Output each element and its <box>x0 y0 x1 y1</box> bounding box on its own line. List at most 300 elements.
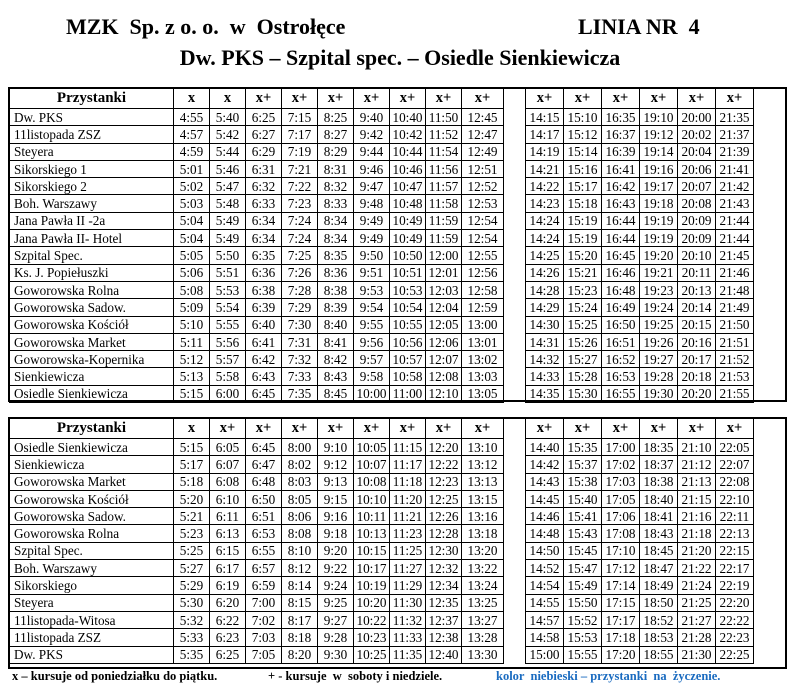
departure-time: 13:24 <box>462 577 504 594</box>
table-row <box>10 316 754 333</box>
departure-time: 13:02 <box>462 351 504 368</box>
departure-time: 10:54 <box>390 299 426 316</box>
departure-time: 8:20 <box>282 646 318 663</box>
departure-time: 14:30 <box>526 316 564 333</box>
departure-time: 11:54 <box>426 143 462 160</box>
column-gap <box>504 611 526 628</box>
departure-time: 12:32 <box>426 560 462 577</box>
course-header: x+ <box>462 89 504 109</box>
course-header: x+ <box>640 89 678 109</box>
departure-time: 7:32 <box>282 351 318 368</box>
departure-time: 14:24 <box>526 212 564 229</box>
departure-time: 9:54 <box>354 299 390 316</box>
departure-time: 12:28 <box>426 525 462 542</box>
departure-time: 7:05 <box>246 646 282 663</box>
table-row <box>10 281 754 298</box>
departure-time: 11:59 <box>426 230 462 247</box>
departure-time: 17:02 <box>602 456 640 473</box>
departure-time: 19:23 <box>640 281 678 298</box>
departure-time: 15:26 <box>564 333 602 350</box>
departure-time: 20:08 <box>678 195 716 212</box>
departure-time: 5:58 <box>210 368 246 385</box>
departure-time: 5:05 <box>174 247 210 264</box>
departure-time: 12:10 <box>426 385 462 402</box>
departure-time: 6:47 <box>246 456 282 473</box>
departure-time: 6:34 <box>246 212 282 229</box>
departure-time: 10:55 <box>390 316 426 333</box>
departure-time: 22:07 <box>716 456 754 473</box>
departure-time: 12:07 <box>426 351 462 368</box>
table-row <box>10 230 754 247</box>
departure-time: 11:30 <box>390 594 426 611</box>
departure-time: 21:41 <box>716 160 754 177</box>
stop-name: Boh. Warszawy <box>10 560 174 577</box>
table-row <box>10 646 754 663</box>
course-header: x+ <box>318 419 354 439</box>
departure-time: 17:18 <box>602 629 640 646</box>
departure-time: 20:09 <box>678 212 716 229</box>
departure-time: 21:10 <box>678 439 716 456</box>
departure-time: 22:23 <box>716 629 754 646</box>
column-gap <box>504 178 526 195</box>
stop-name: Sikorskiego 2 <box>10 178 174 195</box>
departure-time: 14:35 <box>526 385 564 402</box>
departure-time: 10:58 <box>390 368 426 385</box>
departure-time: 13:22 <box>462 560 504 577</box>
departure-time: 13:01 <box>462 333 504 350</box>
departure-time: 13:18 <box>462 525 504 542</box>
departure-time: 17:15 <box>602 594 640 611</box>
departure-time: 6:25 <box>210 646 246 663</box>
departure-time: 18:41 <box>640 508 678 525</box>
departure-time: 5:06 <box>174 264 210 281</box>
stop-name: Goworowska Rolna <box>10 525 174 542</box>
column-gap <box>504 247 526 264</box>
departure-time: 19:30 <box>640 385 678 402</box>
departure-time: 15:17 <box>564 178 602 195</box>
departure-time: 22:08 <box>716 473 754 490</box>
departure-time: 21:22 <box>678 560 716 577</box>
departure-time: 5:35 <box>174 646 210 663</box>
departure-time: 12:47 <box>462 126 504 143</box>
departure-time: 21:42 <box>716 178 754 195</box>
column-gap <box>504 299 526 316</box>
departure-time: 6:59 <box>246 577 282 594</box>
course-header: x+ <box>602 89 640 109</box>
departure-time: 18:55 <box>640 646 678 663</box>
timetable-outbound <box>9 88 754 403</box>
departure-time: 6:41 <box>246 333 282 350</box>
column-gap <box>504 230 526 247</box>
departure-time: 22:17 <box>716 560 754 577</box>
departure-time: 14:19 <box>526 143 564 160</box>
departure-time: 8:03 <box>282 473 318 490</box>
course-header: x+ <box>716 419 754 439</box>
departure-time: 14:28 <box>526 281 564 298</box>
departure-time: 12:00 <box>426 247 462 264</box>
course-header: x+ <box>210 419 246 439</box>
departure-time: 10:10 <box>354 490 390 507</box>
departure-time: 6:40 <box>246 316 282 333</box>
column-gap <box>504 160 526 177</box>
departure-time: 21:18 <box>678 525 716 542</box>
departure-time: 14:32 <box>526 351 564 368</box>
departure-time: 8:33 <box>318 195 354 212</box>
course-header: x <box>174 419 210 439</box>
departure-time: 7:03 <box>246 629 282 646</box>
departure-time: 10:07 <box>354 456 390 473</box>
departure-time: 13:28 <box>462 629 504 646</box>
departure-time: 12:54 <box>462 230 504 247</box>
departure-time: 9:13 <box>318 473 354 490</box>
departure-time: 6:23 <box>210 629 246 646</box>
departure-time: 15:23 <box>564 281 602 298</box>
departure-time: 14:21 <box>526 160 564 177</box>
stop-name: Goworowska Sadow. <box>10 508 174 525</box>
header-row <box>10 89 754 109</box>
departure-time: 7:17 <box>282 126 318 143</box>
departure-time: 14:23 <box>526 195 564 212</box>
departure-time: 5:56 <box>210 333 246 350</box>
departure-time: 7:24 <box>282 230 318 247</box>
departure-time: 17:06 <box>602 508 640 525</box>
departure-time: 6:19 <box>210 577 246 594</box>
departure-time: 12:08 <box>426 368 462 385</box>
departure-time: 20:02 <box>678 126 716 143</box>
departure-time: 11:32 <box>390 611 426 628</box>
course-header: x+ <box>354 89 390 109</box>
stop-name: 11listopada-Witosa <box>10 611 174 628</box>
departure-time: 12:04 <box>426 299 462 316</box>
departure-time: 12:03 <box>426 281 462 298</box>
departure-time: 22:13 <box>716 525 754 542</box>
departure-time: 15:14 <box>564 143 602 160</box>
departure-time: 8:27 <box>318 126 354 143</box>
departure-time: 20:00 <box>678 109 716 126</box>
departure-time: 8:34 <box>318 230 354 247</box>
course-header: x <box>210 89 246 109</box>
table-row <box>10 594 754 611</box>
departure-time: 5:12 <box>174 351 210 368</box>
departure-time: 11:59 <box>426 212 462 229</box>
departure-time: 10:20 <box>354 594 390 611</box>
line-number: LINIA NR 4 <box>578 14 700 39</box>
column-gap <box>504 508 526 525</box>
departure-time: 16:42 <box>602 178 640 195</box>
departure-time: 16:53 <box>602 368 640 385</box>
departure-time: 8:40 <box>318 316 354 333</box>
departure-time: 15:35 <box>564 439 602 456</box>
departure-time: 13:16 <box>462 508 504 525</box>
table-row <box>10 195 754 212</box>
departure-time: 10:23 <box>354 629 390 646</box>
departure-time: 6:45 <box>246 385 282 402</box>
course-header: x+ <box>246 419 282 439</box>
departure-time: 7:26 <box>282 264 318 281</box>
departure-time: 13:10 <box>462 439 504 456</box>
route-title: Dw. PKS – Szpital spec. – Osiedle Sienkiewicza <box>179 45 621 70</box>
departure-time: 11:15 <box>390 439 426 456</box>
departure-time: 8:10 <box>282 542 318 559</box>
departure-time: 12:59 <box>462 299 504 316</box>
departure-time: 8:18 <box>282 629 318 646</box>
column-gap <box>504 473 526 490</box>
departure-time: 12:30 <box>426 542 462 559</box>
departure-time: 8:12 <box>282 560 318 577</box>
departure-time: 7:21 <box>282 160 318 177</box>
column-gap <box>504 351 526 368</box>
departure-time: 20:11 <box>678 264 716 281</box>
departure-time: 11:56 <box>426 160 462 177</box>
stop-name: Sienkiewicza <box>10 368 174 385</box>
course-header: x+ <box>282 89 318 109</box>
table-row <box>10 629 754 646</box>
departure-time: 21:45 <box>716 247 754 264</box>
departure-time: 6:57 <box>246 560 282 577</box>
stop-name: Osiedle Sienkiewicza <box>10 439 174 456</box>
column-gap <box>504 316 526 333</box>
departure-time: 17:08 <box>602 525 640 542</box>
departure-time: 15:18 <box>564 195 602 212</box>
legend-weekdays: x – kursuje od poniedziałku do piątku. <box>12 669 218 683</box>
departure-time: 15:24 <box>564 299 602 316</box>
departure-time: 7:23 <box>282 195 318 212</box>
departure-time: 7:25 <box>282 247 318 264</box>
departure-time: 14:17 <box>526 126 564 143</box>
departure-time: 19:14 <box>640 143 678 160</box>
departure-time: 7:35 <box>282 385 318 402</box>
course-header: x <box>174 89 210 109</box>
departure-time: 5:33 <box>174 629 210 646</box>
course-header: x+ <box>678 89 716 109</box>
course-header: x+ <box>390 419 426 439</box>
departure-time: 6:17 <box>210 560 246 577</box>
departure-time: 21:44 <box>716 212 754 229</box>
departure-time: 6:10 <box>210 490 246 507</box>
departure-time: 8:06 <box>282 508 318 525</box>
departure-time: 18:45 <box>640 542 678 559</box>
departure-time: 7:29 <box>282 299 318 316</box>
departure-time: 11:18 <box>390 473 426 490</box>
stop-name: Goworowska Kościół <box>10 490 174 507</box>
departure-time: 9:10 <box>318 439 354 456</box>
departure-time: 5:08 <box>174 281 210 298</box>
departure-time: 18:43 <box>640 525 678 542</box>
departure-time: 6:00 <box>210 385 246 402</box>
column-gap <box>504 577 526 594</box>
column-gap <box>504 629 526 646</box>
departure-time: 5:49 <box>210 212 246 229</box>
departure-time: 9:27 <box>318 611 354 628</box>
departure-time: 16:55 <box>602 385 640 402</box>
departure-time: 5:55 <box>210 316 246 333</box>
stop-name: Steyera <box>10 594 174 611</box>
departure-time: 14:25 <box>526 247 564 264</box>
column-gap <box>504 281 526 298</box>
departure-time: 6:11 <box>210 508 246 525</box>
departure-time: 4:59 <box>174 143 210 160</box>
stop-name: Sienkiewicza <box>10 456 174 473</box>
stop-name: Jana Pawła II- Hotel <box>10 230 174 247</box>
departure-time: 14:29 <box>526 299 564 316</box>
departure-time: 20:04 <box>678 143 716 160</box>
departure-time: 20:06 <box>678 160 716 177</box>
departure-time: 18:47 <box>640 560 678 577</box>
departure-time: 10:11 <box>354 508 390 525</box>
stop-name: 11listopada ZSZ <box>10 629 174 646</box>
timetable-return <box>9 418 754 664</box>
departure-time: 15:47 <box>564 560 602 577</box>
course-header: x+ <box>526 419 564 439</box>
departure-time: 17:17 <box>602 611 640 628</box>
departure-time: 22:11 <box>716 508 754 525</box>
departure-time: 9:40 <box>354 109 390 126</box>
departure-time: 21:25 <box>678 594 716 611</box>
departure-time: 15:19 <box>564 212 602 229</box>
departure-time: 14:58 <box>526 629 564 646</box>
departure-time: 16:46 <box>602 264 640 281</box>
stops-column-header: Przystanki <box>10 89 174 109</box>
departure-time: 15:12 <box>564 126 602 143</box>
departure-time: 9:53 <box>354 281 390 298</box>
departure-time: 6:43 <box>246 368 282 385</box>
departure-time: 13:27 <box>462 611 504 628</box>
table-row <box>10 126 754 143</box>
departure-time: 21:27 <box>678 611 716 628</box>
departure-time: 14:15 <box>526 109 564 126</box>
column-gap <box>504 212 526 229</box>
departure-time: 5:44 <box>210 143 246 160</box>
departure-time: 5:47 <box>210 178 246 195</box>
table-row <box>10 525 754 542</box>
departure-time: 5:53 <box>210 281 246 298</box>
departure-time: 10:44 <box>390 143 426 160</box>
departure-time: 14:24 <box>526 230 564 247</box>
departure-time: 15:52 <box>564 611 602 628</box>
departure-time: 9:30 <box>318 646 354 663</box>
table-row <box>10 473 754 490</box>
stop-name: Goworowska Sadow. <box>10 299 174 316</box>
departure-time: 19:19 <box>640 230 678 247</box>
departure-time: 8:15 <box>282 594 318 611</box>
departure-time: 13:12 <box>462 456 504 473</box>
table-row <box>10 212 754 229</box>
departure-time: 16:35 <box>602 109 640 126</box>
departure-time: 21:51 <box>716 333 754 350</box>
stop-name: Sikorskiego 1 <box>10 160 174 177</box>
departure-time: 8:45 <box>318 385 354 402</box>
departure-time: 8:29 <box>318 143 354 160</box>
course-header: x+ <box>390 89 426 109</box>
departure-time: 13:05 <box>462 385 504 402</box>
departure-time: 14:46 <box>526 508 564 525</box>
departure-time: 10:42 <box>390 126 426 143</box>
departure-time: 19:24 <box>640 299 678 316</box>
departure-time: 22:19 <box>716 577 754 594</box>
departure-time: 9:50 <box>354 247 390 264</box>
departure-time: 15:30 <box>564 385 602 402</box>
departure-time: 15:41 <box>564 508 602 525</box>
departure-time: 5:27 <box>174 560 210 577</box>
column-gap <box>504 368 526 385</box>
course-header: x+ <box>318 89 354 109</box>
departure-time: 15:28 <box>564 368 602 385</box>
departure-time: 10:17 <box>354 560 390 577</box>
departure-time: 6:51 <box>246 508 282 525</box>
departure-time: 11:23 <box>390 525 426 542</box>
departure-time: 9:49 <box>354 212 390 229</box>
departure-time: 19:12 <box>640 126 678 143</box>
departure-time: 6:29 <box>246 143 282 160</box>
departure-time: 5:23 <box>174 525 210 542</box>
departure-time: 10:49 <box>390 230 426 247</box>
departure-time: 13:13 <box>462 473 504 490</box>
departure-time: 11:52 <box>426 126 462 143</box>
departure-time: 6:48 <box>246 473 282 490</box>
departure-time: 17:00 <box>602 439 640 456</box>
stop-name: 11listopada ZSZ <box>10 126 174 143</box>
departure-time: 6:32 <box>246 178 282 195</box>
departure-time: 18:37 <box>640 456 678 473</box>
departure-time: 4:57 <box>174 126 210 143</box>
departure-time: 9:55 <box>354 316 390 333</box>
departure-time: 12:58 <box>462 281 504 298</box>
departure-time: 5:40 <box>210 109 246 126</box>
table-row <box>10 508 754 525</box>
departure-time: 21:28 <box>678 629 716 646</box>
stop-name: Sikorskiego <box>10 577 174 594</box>
departure-time: 9:28 <box>318 629 354 646</box>
table-row <box>10 143 754 160</box>
departure-time: 10:25 <box>354 646 390 663</box>
departure-time: 5:29 <box>174 577 210 594</box>
departure-time: 5:18 <box>174 473 210 490</box>
stop-name: Osiedle Sienkiewicza <box>10 385 174 402</box>
departure-time: 15:10 <box>564 109 602 126</box>
column-gap <box>504 419 526 439</box>
departure-time: 5:54 <box>210 299 246 316</box>
departure-time: 19:16 <box>640 160 678 177</box>
departure-time: 12:54 <box>462 212 504 229</box>
header-row <box>10 419 754 439</box>
departure-time: 17:20 <box>602 646 640 663</box>
departure-time: 8:31 <box>318 160 354 177</box>
stop-name: Goworowska Market <box>10 473 174 490</box>
departure-time: 7:28 <box>282 281 318 298</box>
departure-time: 5:48 <box>210 195 246 212</box>
departure-time: 15:53 <box>564 629 602 646</box>
departure-time: 15:27 <box>564 351 602 368</box>
departure-time: 12:38 <box>426 629 462 646</box>
departure-time: 15:43 <box>564 525 602 542</box>
table-row <box>10 456 754 473</box>
departure-time: 14:42 <box>526 456 564 473</box>
stop-name: Dw. PKS <box>10 646 174 663</box>
departure-time: 12:37 <box>426 611 462 628</box>
departure-time: 12:05 <box>426 316 462 333</box>
departure-time: 6:45 <box>246 439 282 456</box>
departure-time: 5:57 <box>210 351 246 368</box>
departure-time: 8:43 <box>318 368 354 385</box>
course-header: x+ <box>678 419 716 439</box>
departure-time: 11:35 <box>390 646 426 663</box>
departure-time: 9:49 <box>354 230 390 247</box>
departure-time: 5:02 <box>174 178 210 195</box>
departure-time: 14:45 <box>526 490 564 507</box>
departure-time: 6:08 <box>210 473 246 490</box>
departure-time: 16:39 <box>602 143 640 160</box>
departure-time: 14:54 <box>526 577 564 594</box>
